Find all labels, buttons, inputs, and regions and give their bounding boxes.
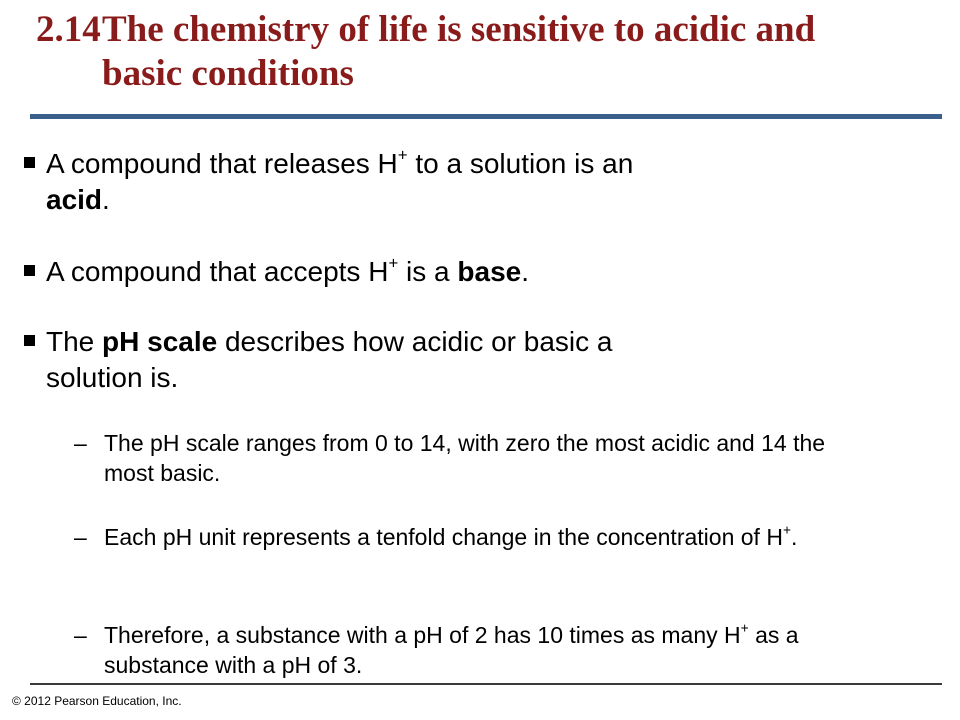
subbullet-comparison — [74, 620, 874, 680]
term-ph-scale: pH scale — [102, 326, 218, 357]
superscript: + — [782, 522, 791, 538]
term-acid: acid — [46, 184, 103, 215]
term-base: base — [457, 256, 522, 287]
subbullet-text: as a substance with a pH of 3. — [104, 622, 799, 678]
bullet-acid — [24, 146, 924, 218]
copyright-footer: © 2012 Pearson Education, Inc. — [12, 694, 182, 708]
bullet-text: A compound that releases H — [46, 148, 398, 179]
footer-divider — [30, 683, 942, 685]
section-number: 2.14 — [36, 9, 101, 50]
title-line-2: basic conditions — [102, 53, 354, 94]
subbullet-text: Each pH unit represents a tenfold change in the concentration of H — [104, 524, 783, 550]
bullet-ph-scale — [24, 324, 924, 396]
dash-marker: – — [74, 430, 87, 456]
dash-marker: – — [74, 524, 87, 550]
superscript: + — [388, 253, 399, 273]
subbullet-range — [74, 428, 874, 488]
title-divider — [30, 114, 942, 119]
bullet-base — [24, 254, 924, 290]
bullet-text: to a solution is an — [407, 148, 634, 179]
bullet-text: is a — [398, 256, 458, 287]
bullet-text: describes how acidic or basic a — [217, 326, 613, 357]
bullet-text: A compound that accepts H — [46, 256, 389, 287]
subbullet-text: Therefore, a substance with a pH of 2 has 10 times as many H — [104, 622, 741, 648]
subbullet-text: . — [791, 524, 798, 550]
bullet-text: The — [46, 326, 103, 357]
bullet-text: . — [102, 184, 110, 215]
bullet-square-icon — [24, 265, 35, 276]
bullet-square-icon — [24, 335, 35, 346]
bullet-text: . — [521, 256, 529, 287]
subbullet-tenfold — [74, 522, 874, 552]
superscript: + — [397, 145, 408, 165]
dash-marker: – — [74, 622, 87, 648]
title-line-1: The chemistry of life is sensitive to acidic and — [102, 9, 816, 50]
bullet-square-icon — [24, 157, 35, 168]
superscript: + — [740, 620, 749, 636]
bullet-text: solution is. — [46, 362, 179, 393]
slide-title — [36, 8, 946, 96]
subbullet-text: The pH scale ranges from 0 to 14, with zero the most acidic and 14 the most basic. — [104, 430, 826, 486]
